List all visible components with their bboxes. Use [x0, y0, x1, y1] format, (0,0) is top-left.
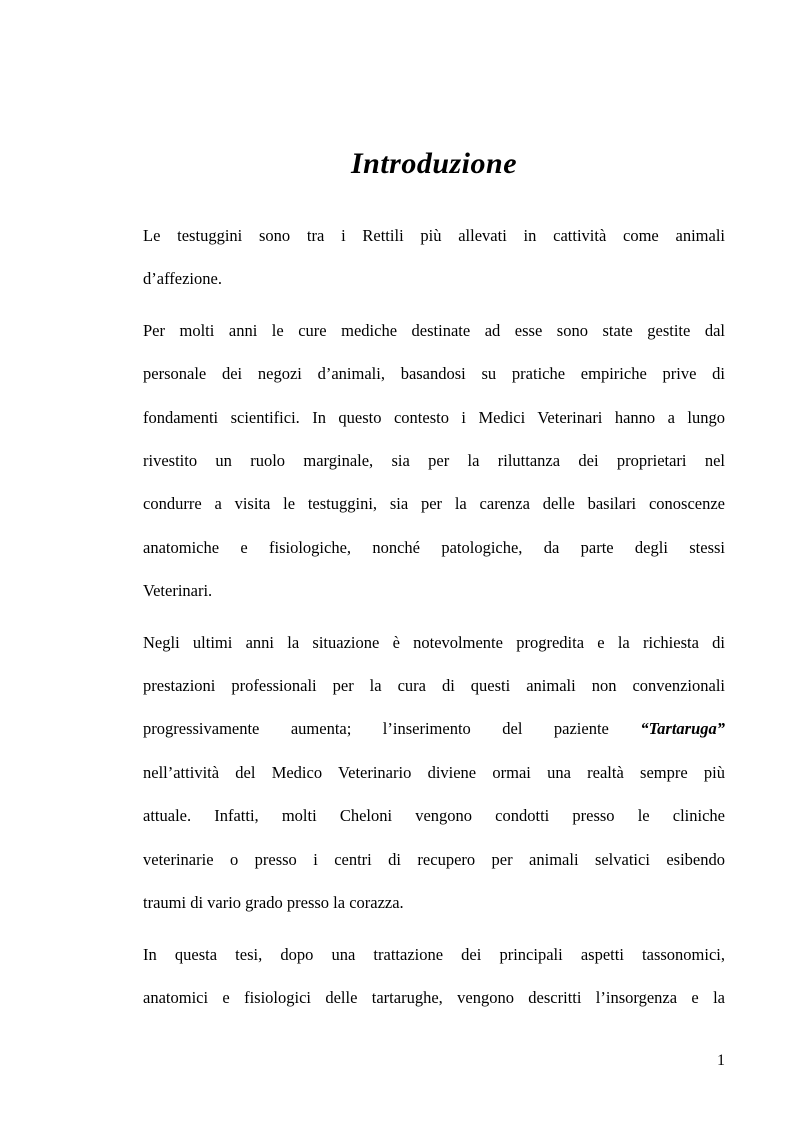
paragraph [143, 214, 725, 301]
text-run: condurre a visita le testuggini, sia per la carenza delle basilari conoscenze [143, 494, 725, 514]
text-line [143, 482, 725, 525]
paragraph [143, 933, 725, 1020]
document-body [143, 214, 725, 1027]
text-run: Veterinari. [143, 581, 213, 601]
text-line [143, 526, 725, 569]
page-number: 1 [717, 1052, 725, 1069]
text-run: Le testuggini sono tra i Rettili più allevati in cattività come animali [143, 226, 725, 245]
text-run: anatomiche e fisiologiche, nonché patologiche, da parte degli stessi [143, 537, 725, 557]
text-line [143, 664, 725, 707]
text-line [143, 933, 725, 976]
text-run: traumi di vario grado presso la corazza. [143, 893, 404, 913]
text-line [143, 214, 725, 257]
text-line [143, 976, 725, 1019]
text-run: nell’attività del Medico Veterinario diviene ormai una realtà sempre più [143, 762, 725, 782]
text-run: prestazioni professionali per la cura di questi animali non convenzionali [143, 676, 725, 696]
text-run: In questa tesi, dopo una trattazione dei principali aspetti tassonomici, [143, 944, 725, 964]
text-run: attuale. Infatti, molti Cheloni vengono condotti presso le cliniche [143, 806, 725, 826]
paragraph [143, 309, 725, 613]
text-line [143, 707, 725, 750]
text-line [143, 621, 725, 664]
page-title: Introduzione [350, 147, 518, 180]
text-line [143, 439, 725, 482]
text-run: personale dei negozi d’animali, basandosi su pratiche empiriche prive di [143, 364, 725, 384]
text-run: fondamenti scientifici. In questo contesto i Medici Veterinari hanno a lungo [143, 407, 725, 427]
text-run: rivestito un ruolo marginale, sia per la riluttanza dei proprietari nel [143, 451, 725, 471]
text-line [143, 257, 725, 300]
text-line [143, 309, 725, 352]
text-run: Per molti anni le cure mediche destinate ad esse sono state gestite dal [143, 320, 725, 340]
text-line [143, 881, 725, 924]
text-line [143, 396, 725, 439]
text-run: Negli ultimi anni la situazione è notevolmente progredita e la richiesta di [143, 632, 725, 652]
text-run: anatomici e fisiologici delle tartarughe, vengono descritti l’insorgenza e la [143, 987, 725, 1007]
text-line [143, 352, 725, 395]
text-run: veterinarie o presso i centri di recupero per animali selvatici esibendo [143, 849, 725, 869]
paragraph [143, 621, 725, 925]
text-run: d’affezione. [143, 269, 222, 289]
text-line [143, 838, 725, 881]
text-line [143, 751, 725, 794]
text-line [143, 569, 725, 612]
emphasized-text: “Tartaruga” [640, 719, 725, 739]
text-line [143, 794, 725, 837]
text-run: progressivamente aumenta; l’inserimento del paziente [143, 719, 641, 739]
